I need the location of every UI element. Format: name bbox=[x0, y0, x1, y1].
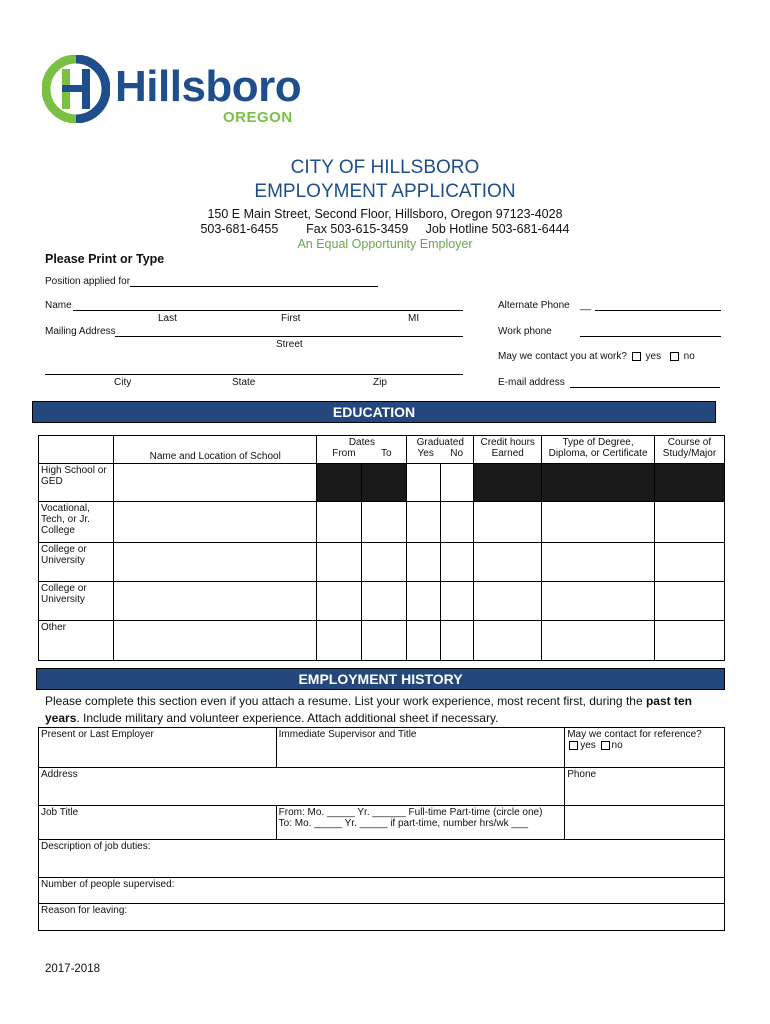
contact-no-label: no bbox=[683, 351, 695, 362]
contact-no-checkbox[interactable] bbox=[670, 352, 679, 361]
logo-subtitle: OREGON bbox=[223, 109, 293, 126]
alt-phone-blank: __ bbox=[580, 300, 592, 311]
course-label-2: Study/Major bbox=[662, 448, 717, 459]
page-title: CITY OF HILLSBORO bbox=[290, 157, 480, 178]
row-label: College or University bbox=[39, 543, 114, 582]
course-label-1: Course of bbox=[667, 437, 712, 448]
intro-bold: past ten years bbox=[45, 694, 692, 725]
table-row bbox=[39, 840, 725, 878]
credit-label-1: Credit hours bbox=[480, 437, 535, 448]
school-cell[interactable] bbox=[113, 464, 317, 502]
table-row bbox=[39, 621, 725, 661]
intro-end: . Include military and volunteer experience. Attach additional sheet if necessary. bbox=[76, 711, 499, 725]
from-line: From: Mo. _____ Yr. ______ Full-time Part-time (circle one) bbox=[278, 807, 543, 818]
education-table bbox=[38, 435, 725, 661]
table-row bbox=[39, 768, 725, 806]
first-label: First bbox=[281, 313, 301, 324]
row-label: Other bbox=[39, 621, 114, 661]
employer-label: Present or Last Employer bbox=[41, 729, 154, 740]
ref-yes-checkbox[interactable] bbox=[569, 741, 578, 750]
credit-label-2: Earned bbox=[491, 448, 524, 459]
ref-no-label: no bbox=[611, 740, 623, 751]
zip-label: Zip bbox=[373, 377, 387, 388]
contact-yes-label: yes bbox=[645, 351, 662, 362]
dates-label: Dates bbox=[348, 437, 375, 448]
logo-wordmark: Hillsboro bbox=[115, 62, 302, 111]
email-label: E-mail address bbox=[498, 377, 565, 388]
city-label: City bbox=[114, 377, 132, 388]
employer-cell[interactable] bbox=[39, 728, 277, 768]
table-row bbox=[39, 464, 725, 502]
ref-no-checkbox[interactable] bbox=[601, 741, 610, 750]
reference-label: May we contact for reference? bbox=[567, 729, 702, 740]
eoe-line: An Equal Opportunity Employer bbox=[297, 237, 473, 251]
col-graduated bbox=[407, 436, 474, 464]
email-field[interactable] bbox=[570, 387, 720, 388]
name-label: Name bbox=[45, 300, 72, 311]
reference-cell bbox=[565, 728, 725, 768]
supervised-label: Number of people supervised: bbox=[41, 879, 175, 890]
table-row bbox=[39, 904, 725, 931]
education-header-row bbox=[39, 436, 725, 464]
graduated-label: Graduated bbox=[416, 437, 464, 448]
contact-work-question bbox=[498, 351, 695, 362]
supervisor-label: Immediate Supervisor and Title bbox=[278, 729, 417, 740]
row-label: High School or GED bbox=[39, 464, 114, 502]
table-row bbox=[39, 878, 725, 904]
phone-line: 503-681-6455 Fax 503-615-3459 Job Hotline 503-681-6444 bbox=[200, 222, 570, 236]
page-subtitle: EMPLOYMENT APPLICATION bbox=[254, 181, 516, 202]
address-line: 150 E Main Street, Second Floor, Hillsboro, Oregon 97123-4028 bbox=[207, 207, 563, 221]
table-row bbox=[39, 582, 725, 621]
employment-banner: EMPLOYMENT HISTORY bbox=[36, 668, 725, 690]
city-state-zip-field[interactable] bbox=[45, 374, 463, 375]
position-field[interactable] bbox=[130, 286, 378, 287]
address-label: Address bbox=[41, 769, 78, 780]
phone-cell[interactable] bbox=[565, 768, 725, 806]
mailing-field[interactable] bbox=[115, 336, 463, 337]
degree-label-1: Type of Degree, bbox=[562, 437, 634, 448]
col-school: Name and Location of School bbox=[113, 436, 317, 464]
col-course bbox=[654, 436, 724, 464]
contact-yes-checkbox[interactable] bbox=[632, 352, 641, 361]
address-cell[interactable] bbox=[39, 768, 565, 806]
supervised-cell[interactable] bbox=[39, 878, 725, 904]
state-label: State bbox=[232, 377, 256, 388]
row-label: College or University bbox=[39, 582, 114, 621]
print-instruction: Please Print or Type bbox=[45, 252, 165, 266]
to-line: To: Mo. _____ Yr. _____ if part-time, number hrs/wk ___ bbox=[278, 818, 529, 829]
grad-yes-cell[interactable] bbox=[407, 464, 441, 502]
mi-label: MI bbox=[408, 313, 420, 324]
table-row bbox=[39, 543, 725, 582]
last-label: Last bbox=[158, 313, 177, 324]
supervisor-cell[interactable] bbox=[276, 728, 565, 768]
ref-yes-label: yes bbox=[580, 740, 596, 751]
row-label: Vocational, Tech, or Jr. College bbox=[39, 502, 114, 543]
col-degree bbox=[542, 436, 655, 464]
grad-no-cell[interactable] bbox=[441, 464, 474, 502]
hillsboro-logo-icon bbox=[42, 55, 110, 123]
mailing-label: Mailing Address bbox=[45, 326, 116, 337]
grad-yes-label: Yes bbox=[417, 448, 434, 459]
name-field[interactable] bbox=[73, 310, 463, 311]
street-label: Street bbox=[276, 339, 303, 350]
table-row bbox=[39, 806, 725, 840]
contact-work-label: May we contact you at work? bbox=[498, 351, 627, 362]
job-title-label: Job Title bbox=[41, 807, 79, 818]
phone-label: Phone bbox=[567, 769, 597, 780]
footer-year: 2017-2018 bbox=[45, 963, 100, 975]
leaving-cell[interactable] bbox=[39, 904, 725, 931]
grad-no-label: No bbox=[450, 448, 464, 459]
employment-table bbox=[38, 727, 725, 931]
education-banner: EDUCATION bbox=[32, 401, 716, 423]
position-label: Position applied for bbox=[45, 276, 131, 287]
alt-phone-label: Alternate Phone bbox=[498, 300, 570, 311]
table-row bbox=[39, 728, 725, 768]
job-title-cell[interactable] bbox=[39, 806, 277, 840]
work-phone-field[interactable] bbox=[580, 336, 721, 337]
col-dates bbox=[317, 436, 407, 464]
intro-text: Please complete this section even if you attach a resume. List your work experience, most recent first, during the bbox=[45, 694, 646, 708]
work-phone-label: Work phone bbox=[498, 326, 552, 337]
to-label: To bbox=[381, 448, 392, 459]
col-credit bbox=[474, 436, 542, 464]
duties-cell[interactable] bbox=[39, 840, 725, 878]
leaving-label: Reason for leaving: bbox=[41, 905, 128, 916]
dates-cell[interactable] bbox=[276, 806, 565, 840]
alt-phone-field[interactable] bbox=[595, 310, 721, 311]
table-row bbox=[39, 502, 725, 543]
employment-instructions bbox=[45, 693, 730, 727]
duties-label: Description of job duties: bbox=[41, 841, 151, 852]
degree-label-2: Diploma, or Certificate bbox=[548, 448, 648, 459]
from-label: From bbox=[332, 448, 356, 459]
